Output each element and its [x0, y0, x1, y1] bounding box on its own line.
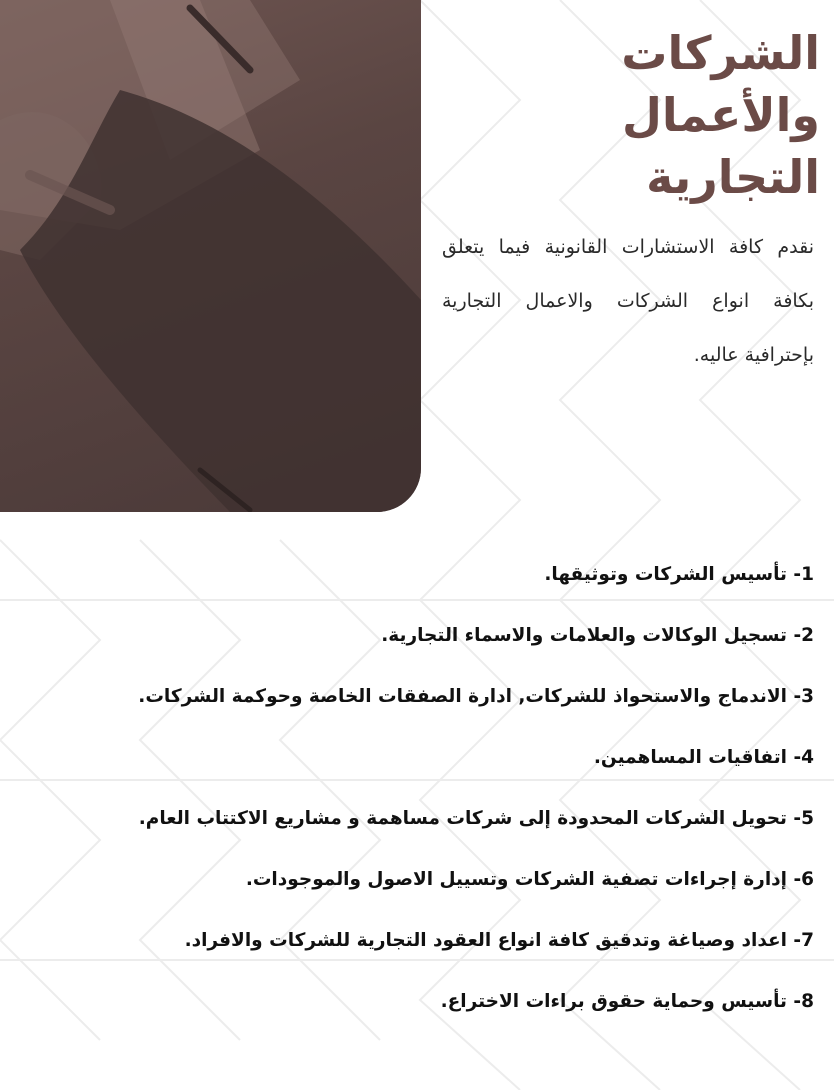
list-item: 5- تحويل الشركات المحدودة إلى شركات مساهمة و مشاريع الاكتتاب العام. — [138, 808, 814, 829]
page-title — [420, 22, 820, 208]
list-item: 1- تأسيس الشركات وتوثيقها. — [544, 564, 814, 585]
services-list — [54, 544, 814, 1032]
hero-photo — [0, 0, 421, 512]
list-item: 4- اتفاقيات المساهمين. — [593, 747, 814, 768]
page-title-line-1: الشركات والأعمال — [621, 26, 820, 142]
list-item: 2- تسجيل الوكالات والعلامات والاسماء التجارية. — [381, 625, 814, 646]
page-title-line-2: التجارية — [646, 150, 820, 204]
list-item: 7- اعداد وصياغة وتدقيق كافة انواع العقود التجارية للشركات والافراد. — [184, 930, 814, 951]
intro-paragraph: نقدم كافة الاستشارات القانونية فيما يتعلق بكافة انواع الشركات والاعمال التجارية بإحترافية عاليه. — [442, 236, 814, 366]
list-item: 6- إدارة إجراءات تصفية الشركات وتسييل الاصول والموجودات. — [245, 869, 814, 890]
list-item: 3- الاندماج والاستحواذ للشركات, ادارة الصفقات الخاصة وحوكمة الشركات. — [138, 686, 814, 707]
list-item: 8- تأسيس وحماية حقوق براءات الاختراع. — [440, 991, 814, 1012]
